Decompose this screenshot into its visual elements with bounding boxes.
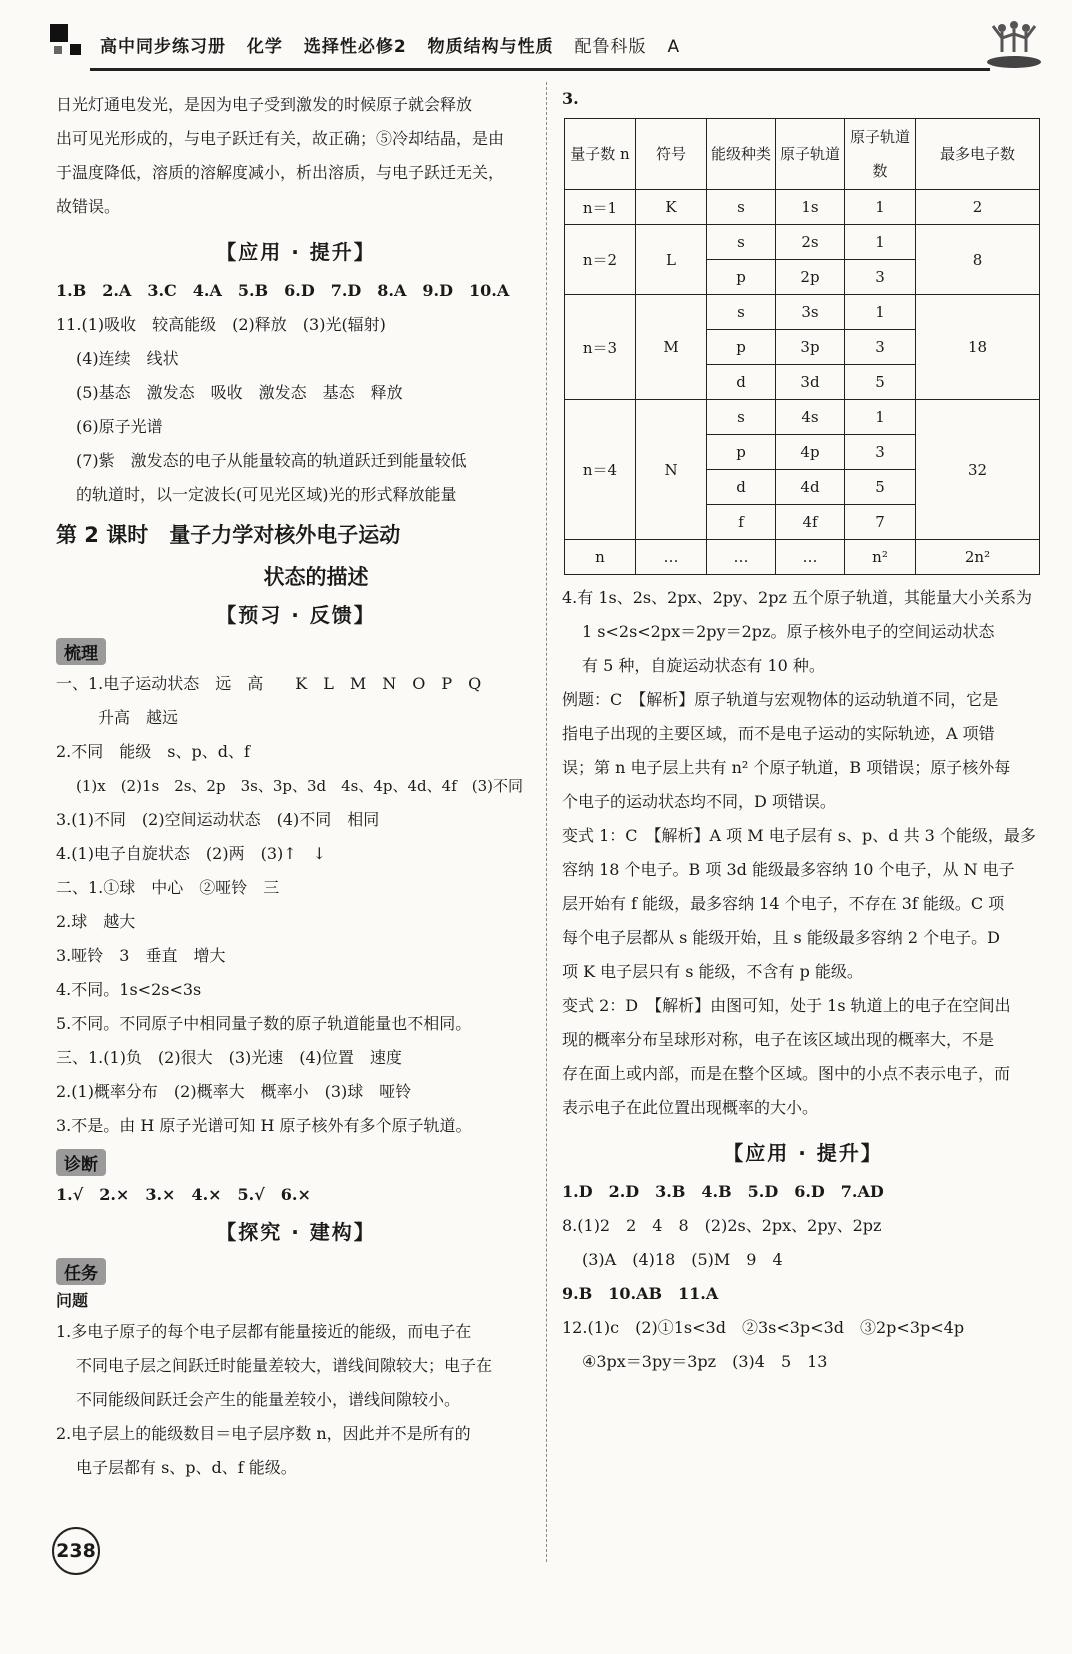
table-header: 原子轨道数 (845, 119, 916, 190)
table-header-row (565, 119, 1040, 190)
table-header: 能级种类 (707, 119, 776, 190)
table-cell: 3d (776, 365, 845, 400)
q11-line: (7)紫 激发态的电子从能量较高的轨道跃迁到能量较低 (76, 451, 467, 470)
variant1-line: 每个电子层都从 s 能级开始，且 s 能级最多容纳 2 个电子。D (562, 928, 1000, 947)
header-course: 选择性必修2 (303, 37, 407, 57)
table-cell: 1 (845, 295, 916, 330)
header-square-icon (70, 44, 81, 55)
table-cell: 3 (845, 330, 916, 365)
tag-sort: 梳理 (56, 638, 106, 665)
table-cell: 2p (776, 260, 845, 295)
table-cell: 1s (776, 190, 845, 225)
table-row (565, 540, 1040, 575)
intro-line: 日光灯通电发光，是因为电子受到激发的时候原子就会释放 (56, 95, 473, 114)
table-cell: n² (845, 540, 916, 575)
table-cell: 1 (845, 400, 916, 435)
header-rule (90, 68, 990, 71)
header-subject: 化学 (246, 37, 283, 57)
example-line: 误；第 n 电子层上共有 n² 个原子轨道，B 项错误；原子核外每 (562, 758, 1011, 777)
table-cell: M (636, 295, 707, 400)
q3-label: 3. (562, 89, 579, 108)
table-cell: 32 (916, 400, 1040, 540)
problem-line: 不同能级间跃迁会产生的能量差较小，谱线间隙较小。 (76, 1390, 461, 1409)
item-line: 升高 越远 (98, 708, 179, 727)
problem-label: 问题 (56, 1291, 89, 1310)
lesson-title: 第 2 课时 量子力学对核外电子运动 (56, 523, 401, 547)
answer-line: 8.(1)2 2 4 8 (2)2s、2px、2py、2pz (562, 1216, 882, 1235)
q4-line: 1 s<2s<2px＝2py＝2pz。原子核外电子的空间运动状态 (582, 622, 995, 641)
people-logo-icon (985, 18, 1043, 70)
q11-line: 的轨道时，以一定波长(可见光区域)光的形式释放能量 (76, 485, 457, 504)
variant1-line: 层开始有 f 能级，最多容纳 14 个电子，不存在 3f 能级。C 项 (562, 894, 1005, 913)
table-cell: p (707, 330, 776, 365)
problem-line: 1.多电子原子的每个电子层都有能量接近的能级，而电子在 (56, 1322, 472, 1341)
header-square-icon (54, 46, 62, 54)
table-cell: 18 (916, 295, 1040, 400)
right-column (562, 88, 1044, 1379)
variant2-line: 存在面上或内部，而是在整个区域。图中的小点不表示电子，而 (562, 1064, 1011, 1083)
header-publisher: 配鲁科版 (574, 37, 647, 57)
q11-line: (5)基态 激发态 吸收 激发态 基态 释放 (76, 383, 403, 402)
table-cell: 7 (845, 505, 916, 540)
section-heading: 【应用 · 提升】 (723, 1141, 883, 1165)
table-cell: 1 (845, 190, 916, 225)
header-topic: 物质结构与性质 (427, 37, 554, 57)
answer-line: 12.(1)c (2)①1s<3d ②3s<3p<3d ③2p<3p<4p (562, 1318, 965, 1337)
table-cell: n＝4 (565, 400, 636, 540)
table-cell: 3 (845, 260, 916, 295)
table-cell: 5 (845, 365, 916, 400)
intro-line: 出可见光形成的，与电子跃迁有关，故正确；⑤冷却结晶，是由 (56, 129, 505, 148)
variant2-line: 表示电子在此位置出现概率的大小。 (562, 1098, 819, 1117)
table-cell: 2n² (916, 540, 1040, 575)
table-cell: n＝3 (565, 295, 636, 400)
table-cell: s (707, 190, 776, 225)
item-line: 2.不同 能级 s、p、d、f (56, 742, 250, 761)
variant2-line: 变式 2：D 【解析】由图可知，处于 1s 轨道上的电子在空间出 (562, 996, 1011, 1015)
table-row (565, 295, 1040, 330)
tag-task: 任务 (56, 1258, 106, 1285)
page-number: 238 (52, 1527, 100, 1575)
item-line: 5.不同。不同原子中相同量子数的原子轨道能量也不相同。 (56, 1014, 472, 1033)
table-cell: 4s (776, 400, 845, 435)
example-line: 例题：C 【解析】原子轨道与宏观物体的运动轨道不同，它是 (562, 690, 999, 709)
table-cell: 4p (776, 435, 845, 470)
item-line: 4.(1)电子自旋状态 (2)两 (3)↑ ↓ (56, 844, 327, 863)
variant2-line: 现的概率分布呈球形对称，电子在该区域出现的概率大，不是 (562, 1030, 995, 1049)
answer-line: 1.B 2.A 3.C 4.A 5.B 6.D 7.D 8.A 9.D 10.A (56, 281, 510, 300)
header-variant: A (667, 37, 681, 57)
table-header: 原子轨道 (776, 119, 845, 190)
problem-line: 电子层都有 s、p、d、f 能级。 (76, 1458, 297, 1477)
table-cell: … (776, 540, 845, 575)
table-cell: N (636, 400, 707, 540)
table-cell: … (636, 540, 707, 575)
variant1-line: 容纳 18 个电子。B 项 3d 能级最多容纳 10 个电子，从 N 电子 (562, 860, 1015, 879)
table-cell: 2s (776, 225, 845, 260)
item-line: 3.(1)不同 (2)空间运动状态 (4)不同 相同 (56, 810, 380, 829)
q11-line: 11.(1)吸收 较高能级 (2)释放 (3)光(辐射) (56, 315, 386, 334)
variant1-line: 变式 1：C 【解析】A 项 M 电子层有 s、p、d 共 3 个能级，最多 (562, 826, 1036, 845)
variant1-line: 项 K 电子层只有 s 能级，不含有 p 能级。 (562, 962, 863, 981)
table-cell: 4f (776, 505, 845, 540)
section-heading: 【探究 · 建构】 (216, 1220, 376, 1244)
table-cell: 3 (845, 435, 916, 470)
table-header: 符号 (636, 119, 707, 190)
q11-line: (4)连续 线状 (76, 349, 179, 368)
tag-diagnose: 诊断 (56, 1149, 106, 1176)
item-line: 2.球 越大 (56, 912, 136, 931)
answer-line: 1.D 2.D 3.B 4.B 5.D 6.D 7.AD (562, 1182, 884, 1201)
example-line: 指电子出现的主要区域，而不是电子运动的实际轨迹，A 项错 (562, 724, 995, 743)
table-cell: n＝1 (565, 190, 636, 225)
q4-line: 有 5 种，自旋运动状态有 10 种。 (582, 656, 825, 675)
table-header: 最多电子数 (916, 119, 1040, 190)
item-line: 三、1.(1)负 (2)很大 (3)光速 (4)位置 速度 (56, 1048, 402, 1067)
section-heading: 【预习 · 反馈】 (216, 603, 376, 627)
lesson-title: 状态的描述 (263, 565, 369, 589)
answer-line: (3)A (4)18 (5)M 9 4 (582, 1250, 783, 1269)
answer-line: ④3px＝3py＝3pz (3)4 5 13 (582, 1352, 828, 1371)
q11-line: (6)原子光谱 (76, 417, 163, 436)
item-line: (1)x (2)1s 2s、2p 3s、3p、3d 4s、4p、4d、4f (3)不同 (76, 777, 523, 795)
table-cell: p (707, 435, 776, 470)
table-cell: 5 (845, 470, 916, 505)
table-cell: n (565, 540, 636, 575)
table-cell: K (636, 190, 707, 225)
table-cell: 2 (916, 190, 1040, 225)
item-line: 3.哑铃 3 垂直 增大 (56, 946, 226, 965)
table-cell: s (707, 400, 776, 435)
header-title (100, 32, 694, 57)
table-cell: 3p (776, 330, 845, 365)
table-row (565, 190, 1040, 225)
answer-line: 9.B 10.AB 11.A (562, 1284, 719, 1303)
left-column (56, 88, 536, 1485)
header-square-icon (50, 24, 68, 42)
table-cell: p (707, 260, 776, 295)
item-line: 4.不同。1s<2s<3s (56, 980, 202, 999)
q4-line: 4.有 1s、2s、2px、2py、2pz 五个原子轨道，其能量大小关系为 (562, 588, 1032, 607)
table-cell: s (707, 295, 776, 330)
table-cell: s (707, 225, 776, 260)
header-book: 高中同步练习册 (100, 37, 226, 57)
intro-line: 于温度降低，溶质的溶解度减小，析出溶质，与电子跃迁无关， (56, 163, 505, 182)
item-line: 3.不是。由 H 原子光谱可知 H 原子核外有多个原子轨道。 (56, 1116, 472, 1135)
table-cell: 3s (776, 295, 845, 330)
table-cell: d (707, 365, 776, 400)
table-cell: 8 (916, 225, 1040, 295)
table-cell: … (707, 540, 776, 575)
example-line: 个电子的运动状态均不同，D 项错误。 (562, 792, 836, 811)
table-header: 量子数 n (565, 119, 636, 190)
item-line: 一、1.电子运动状态 远 高 K L M N O P Q (56, 674, 482, 693)
table-cell: 4d (776, 470, 845, 505)
table-cell: d (707, 470, 776, 505)
table-cell: 1 (845, 225, 916, 260)
table-cell: L (636, 225, 707, 295)
quantum-number-table (564, 118, 1040, 575)
diagnose-answers: 1.√ 2.× 3.× 4.× 5.√ 6.× (56, 1185, 311, 1204)
item-line: 2.(1)概率分布 (2)概率大 概率小 (3)球 哑铃 (56, 1082, 412, 1101)
problem-line: 不同电子层之间跃迁时能量差较大，谱线间隙较大；电子在 (76, 1356, 493, 1375)
intro-line: 故错误。 (56, 197, 121, 216)
table-cell: f (707, 505, 776, 540)
table-row (565, 400, 1040, 435)
item-line: 二、1.①球 中心 ②哑铃 三 (56, 878, 280, 897)
table-row (565, 225, 1040, 260)
page-header (50, 18, 1030, 72)
section-heading: 【应用 · 提升】 (216, 240, 376, 264)
column-divider (546, 82, 547, 1562)
table-cell: n＝2 (565, 225, 636, 295)
problem-line: 2.电子层上的能级数目＝电子层序数 n，因此并不是所有的 (56, 1424, 471, 1443)
